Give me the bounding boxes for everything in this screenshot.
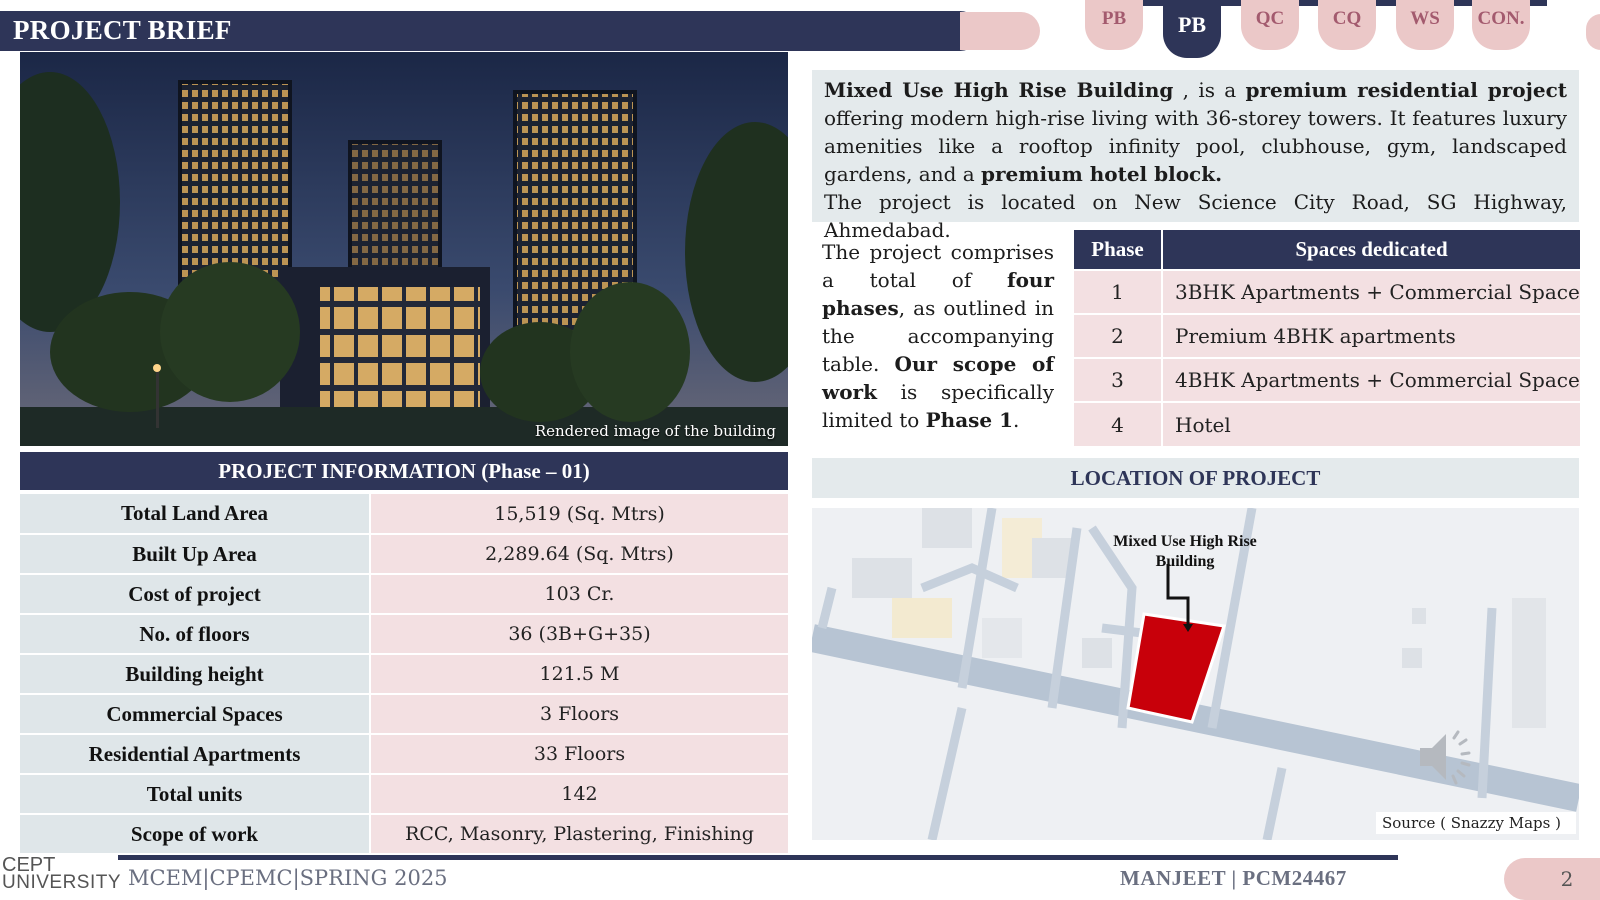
phases-bold: Phase 1: [925, 408, 1014, 432]
table-row: [20, 694, 788, 734]
phase-number: 3: [1074, 358, 1162, 402]
phases-text: is specifically limited to: [822, 380, 1054, 432]
project-info-table: [20, 494, 788, 855]
tab-cq[interactable]: CQ: [1318, 0, 1376, 50]
tab-ws[interactable]: WS: [1396, 0, 1454, 50]
tab-edge-partial: [1586, 14, 1600, 50]
table-row: [1074, 358, 1580, 402]
info-value: 15,519 (Sq. Mtrs): [370, 494, 788, 534]
building-illustration: [20, 52, 788, 446]
info-value: RCC, Masonry, Plastering, Finishing: [370, 814, 788, 854]
phases-summary: [822, 238, 1054, 434]
table-row: [20, 734, 788, 774]
table-row: [20, 814, 788, 854]
tab-pb-active[interactable]: PB: [1163, 0, 1221, 58]
speaker-icon[interactable]: [1420, 724, 1486, 790]
info-value: 33 Floors: [370, 734, 788, 774]
phase-number: 2: [1074, 314, 1162, 358]
info-label: Building height: [20, 654, 370, 694]
description-text: offering modern high-rise living with 36-storey towers. It features luxury amenities like a rooftop infinity pool, clubhouse, gym, landscaped gardens, and a: [824, 106, 1567, 186]
render-caption: Rendered image of the building: [534, 422, 776, 440]
info-label: Scope of work: [20, 814, 370, 854]
description-bold-hotel: premium hotel block.: [981, 162, 1223, 186]
phase-spaces: Premium 4BHK apartments: [1162, 314, 1580, 358]
info-label: Cost of project: [20, 574, 370, 614]
description-bold-type: premium residential project: [1245, 78, 1568, 102]
project-info-heading: PROJECT INFORMATION (Phase – 01): [20, 452, 788, 490]
phases-text: The project comprises a total of: [822, 240, 1054, 292]
tab-pb-1[interactable]: PB: [1085, 0, 1143, 50]
phase-number: 4: [1074, 402, 1162, 446]
page-title: PROJECT BRIEF: [13, 15, 232, 45]
phase-table: [1074, 230, 1580, 446]
table-row: [20, 774, 788, 814]
phase-spaces: 3BHK Apartments + Commercial Space: [1162, 270, 1580, 314]
project-description: [812, 70, 1579, 242]
table-row: [20, 654, 788, 694]
cept-university-logo: [2, 856, 121, 892]
course-label: MCEM|CPEMC|SPRING 2025: [128, 866, 448, 890]
table-row: [1074, 402, 1580, 446]
info-label: No. of floors: [20, 614, 370, 654]
info-label: Commercial Spaces: [20, 694, 370, 734]
description-text: , is a: [1173, 78, 1246, 102]
phases-bold: four phases: [822, 268, 1054, 320]
phase-spaces: Hotel: [1162, 402, 1580, 446]
info-label: Residential Apartments: [20, 734, 370, 774]
table-row: [1074, 314, 1580, 358]
page-number: 2: [1504, 858, 1600, 900]
phases-text: .: [1013, 408, 1020, 432]
footer-rule: [118, 855, 1398, 860]
phase-column-header: Phase: [1074, 230, 1162, 270]
spaces-column-header: Spaces dedicated: [1162, 230, 1580, 270]
info-label: Built Up Area: [20, 534, 370, 574]
info-label: Total units: [20, 774, 370, 814]
info-value: 2,289.64 (Sq. Mtrs): [370, 534, 788, 574]
map-marker-label: Mixed Use High Rise Building: [1113, 533, 1257, 570]
map-source: Source ( Snazzy Maps ): [1376, 812, 1576, 834]
description-bold-name: Mixed Use High Rise Building: [824, 78, 1174, 102]
description-location-text: The project is located on New Science City Road, SG Highway, Ahmedabad.: [824, 190, 1567, 242]
info-label: Total Land Area: [20, 494, 370, 534]
table-row: [20, 614, 788, 654]
building-render-image: [20, 52, 788, 446]
info-value: 36 (3B+G+35): [370, 614, 788, 654]
tab-qc[interactable]: QC: [1241, 0, 1299, 50]
table-row: [20, 534, 788, 574]
tab-con[interactable]: CON.: [1472, 0, 1530, 50]
logo-line-1: CEPT: [2, 854, 56, 876]
logo-line-2: UNIVERSITY: [2, 872, 122, 893]
phases-text: , as outlined in the accompanying table.: [822, 296, 1054, 376]
author-label: MANJEET | PCM24467: [1120, 866, 1347, 890]
info-value: 3 Floors: [370, 694, 788, 734]
table-row: [20, 574, 788, 614]
info-value: 121.5 M: [370, 654, 788, 694]
title-accent-pill: [960, 12, 1040, 50]
info-value: 103 Cr.: [370, 574, 788, 614]
table-row: [1074, 270, 1580, 314]
location-heading: LOCATION OF PROJECT: [812, 458, 1579, 498]
phase-spaces: 4BHK Apartments + Commercial Space: [1162, 358, 1580, 402]
phase-number: 1: [1074, 270, 1162, 314]
info-value: 142: [370, 774, 788, 814]
table-row: [20, 494, 788, 534]
phases-bold: Our scope of work: [822, 352, 1055, 404]
